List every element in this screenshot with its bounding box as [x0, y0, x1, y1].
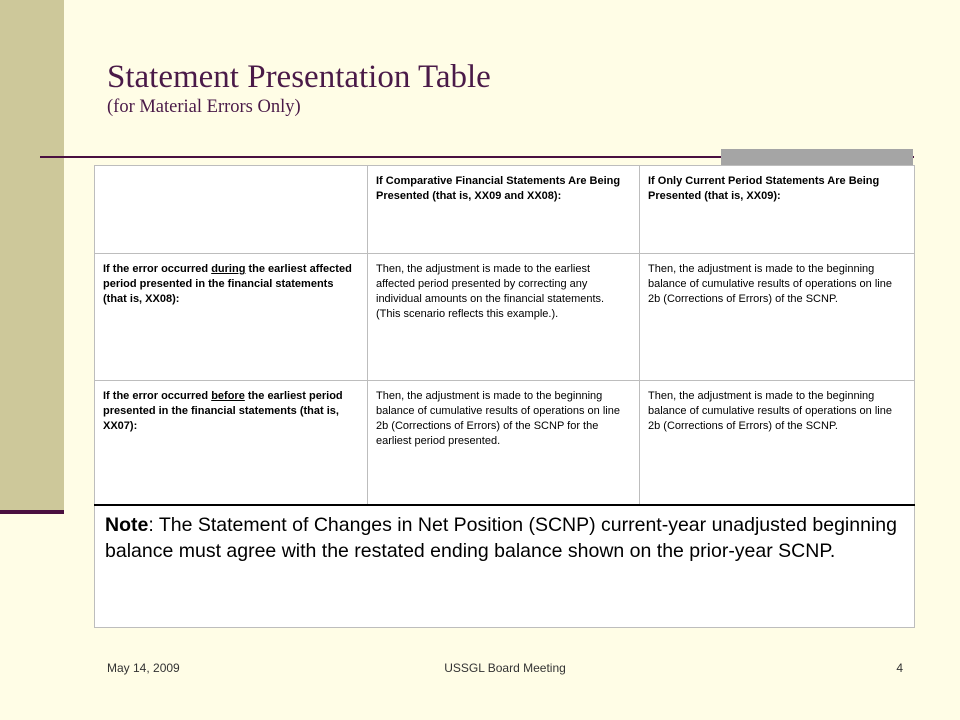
cell-current-only-before: Then, the adjustment is made to the beginning balance of cumulative results of operations on line 2b (Corrections of Errors) of the SCNP. [640, 381, 915, 505]
sidebar-bottom-line [0, 510, 64, 514]
row-label-during [95, 254, 368, 381]
statement-presentation-table [94, 165, 915, 628]
footer-page-number: 4 [896, 661, 903, 675]
footer-event: USSGL Board Meeting [444, 661, 566, 675]
title-block [107, 58, 491, 118]
accent-bar [721, 149, 913, 165]
cell-current-only-during: Then, the adjustment is made to the beginning balance of cumulative results of operations on line 2b (Corrections of Errors) of the SCNP. [640, 254, 915, 381]
footer-date: May 14, 2009 [107, 661, 180, 675]
row-label-suffix: the earliest period presented in the financial statements (that is, XX07): [103, 390, 343, 432]
note-label: Note [105, 513, 149, 536]
table-row [95, 254, 915, 381]
table-header-row [95, 166, 915, 254]
table-row [95, 381, 915, 505]
note-row [95, 505, 915, 628]
table-corner-cell [95, 166, 368, 254]
header-current-period-only: If Only Current Period Statements Are Being Presented (that is, XX09): [640, 166, 915, 254]
row-label-before [95, 381, 368, 505]
slide-title: Statement Presentation Table [107, 59, 491, 95]
note-cell [95, 505, 915, 628]
cell-comparative-during: Then, the adjustment is made to the earliest affected period presented by correcting any individual amounts on the financial statements. (This scenario reflects this example.). [368, 254, 640, 381]
row-label-keyword: during [211, 263, 246, 275]
row-label-prefix: If the error occurred [103, 390, 212, 402]
row-label-prefix: If the error occurred [103, 263, 212, 275]
slide-subtitle: (for Material Errors Only) [107, 97, 301, 117]
row-label-keyword: before [211, 390, 245, 402]
row-label-suffix: the earliest affected period presented in the financial statements (that is, XX08): [103, 263, 352, 305]
sidebar-decoration [0, 0, 64, 512]
header-comparative-statements: If Comparative Financial Statements Are Being Presented (that is, XX09 and XX08): [368, 166, 640, 254]
note-text: : The Statement of Changes in Net Position (SCNP) current-year unadjusted beginning balance must agree with the restated ending balance shown on the prior-year SCNP. [105, 513, 897, 562]
cell-comparative-before: Then, the adjustment is made to the beginning balance of cumulative results of operations on line 2b (Corrections of Errors) of the SCNP for the earliest period presented. [368, 381, 640, 505]
